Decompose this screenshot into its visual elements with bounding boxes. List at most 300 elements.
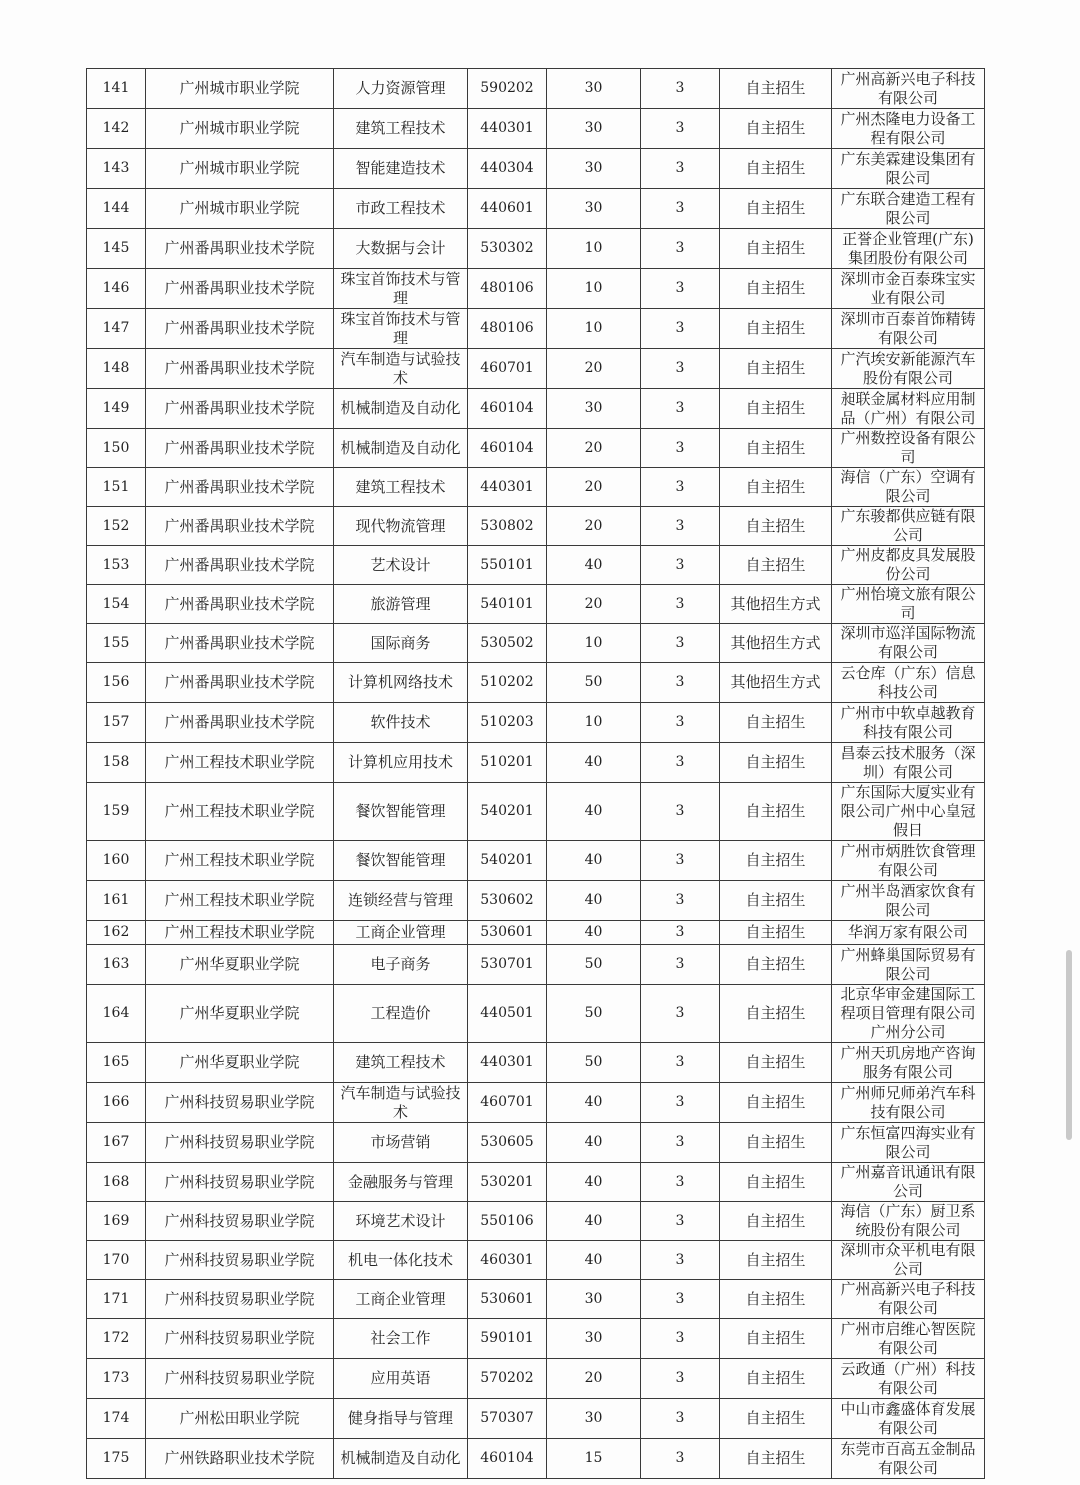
major-name-cell: 餐饮智能管理 [334,841,468,881]
major-name-cell: 珠宝首饰技术与管理 [334,269,468,309]
school-name-cell: 广州番禺职业技术学院 [146,269,334,309]
major-name-cell: 建筑工程技术 [334,109,468,149]
major-name-cell: 大数据与会计 [334,229,468,269]
admission-method-cell: 其他招生方式 [720,585,832,624]
partner-company-cell: 昌泰云技术服务（深圳）有限公司 [832,743,985,783]
table-row [87,1163,985,1202]
admission-method-cell: 自主招生 [720,1123,832,1163]
partner-company-cell: 广汽埃安新能源汽车股份有限公司 [832,349,985,389]
enrollment-count-cell: 30 [547,149,641,189]
enrollment-count-cell: 40 [547,1241,641,1280]
row-number-cell: 164 [87,985,146,1043]
enrollment-count-cell: 20 [547,1359,641,1399]
study-years-cell: 3 [641,1043,720,1083]
row-number-cell: 171 [87,1280,146,1319]
major-name-cell: 艺术设计 [334,546,468,585]
partner-company-cell: 广州数控设备有限公司 [832,429,985,468]
admission-method-cell: 自主招生 [720,468,832,507]
row-number-cell: 145 [87,229,146,269]
admission-method-cell: 自主招生 [720,1359,832,1399]
major-name-cell: 餐饮智能管理 [334,783,468,841]
enrollment-count-cell: 30 [547,189,641,229]
major-name-cell: 环境艺术设计 [334,1202,468,1241]
partner-company-cell: 云仓库（广东）信息科技公司 [832,663,985,703]
admission-method-cell: 自主招生 [720,1319,832,1359]
study-years-cell: 3 [641,1280,720,1319]
row-number-cell: 161 [87,881,146,921]
table-row [87,269,985,309]
study-years-cell: 3 [641,69,720,109]
school-name-cell: 广州松田职业学院 [146,1399,334,1439]
partner-company-cell: 正誉企业管理(广东)集团股份有限公司 [832,229,985,269]
admission-method-cell: 自主招生 [720,1280,832,1319]
major-code-cell: 530601 [468,1280,547,1319]
major-code-cell: 510203 [468,703,547,743]
row-number-cell: 147 [87,309,146,349]
school-name-cell: 广州科技贸易职业学院 [146,1123,334,1163]
study-years-cell: 3 [641,269,720,309]
school-name-cell: 广州番禺职业技术学院 [146,229,334,269]
row-number-cell: 143 [87,149,146,189]
table-row [87,309,985,349]
major-code-cell: 440301 [468,1043,547,1083]
school-name-cell: 广州科技贸易职业学院 [146,1280,334,1319]
row-number-cell: 165 [87,1043,146,1083]
major-code-cell: 530802 [468,507,547,546]
school-name-cell: 广州科技贸易职业学院 [146,1319,334,1359]
major-code-cell: 540101 [468,585,547,624]
partner-company-cell: 广州嘉音讯通讯有限公司 [832,1163,985,1202]
scrollbar[interactable] [1066,950,1072,1140]
major-name-cell: 工商企业管理 [334,921,468,945]
major-code-cell: 440601 [468,189,547,229]
enrollment-count-cell: 40 [547,841,641,881]
major-name-cell: 应用英语 [334,1359,468,1399]
admission-method-cell: 自主招生 [720,149,832,189]
enrollment-count-cell: 10 [547,703,641,743]
partner-company-cell: 广州高新兴电子科技有限公司 [832,1280,985,1319]
row-number-cell: 168 [87,1163,146,1202]
major-name-cell: 机电一体化技术 [334,1241,468,1280]
school-name-cell: 广州科技贸易职业学院 [146,1359,334,1399]
school-name-cell: 广州番禺职业技术学院 [146,585,334,624]
enrollment-count-cell: 20 [547,429,641,468]
major-code-cell: 550106 [468,1202,547,1241]
admission-method-cell: 自主招生 [720,1399,832,1439]
major-name-cell: 健身指导与管理 [334,1399,468,1439]
school-name-cell: 广州华夏职业学院 [146,985,334,1043]
table-row [87,468,985,507]
row-number-cell: 158 [87,743,146,783]
major-code-cell: 440301 [468,468,547,507]
row-number-cell: 146 [87,269,146,309]
partner-company-cell: 广州杰隆电力设备工程有限公司 [832,109,985,149]
enrollment-count-cell: 20 [547,349,641,389]
major-code-cell: 440301 [468,109,547,149]
major-code-cell: 570202 [468,1359,547,1399]
major-name-cell: 建筑工程技术 [334,468,468,507]
partner-company-cell: 广东骏都供应链有限公司 [832,507,985,546]
study-years-cell: 3 [641,1439,720,1479]
study-years-cell: 3 [641,507,720,546]
study-years-cell: 3 [641,1241,720,1280]
major-code-cell: 590202 [468,69,547,109]
row-number-cell: 159 [87,783,146,841]
major-code-cell: 460104 [468,429,547,468]
major-code-cell: 480106 [468,309,547,349]
table-row [87,703,985,743]
school-name-cell: 广州华夏职业学院 [146,1043,334,1083]
partner-company-cell: 广东恒富四海实业有限公司 [832,1123,985,1163]
study-years-cell: 3 [641,743,720,783]
school-name-cell: 广州番禺职业技术学院 [146,663,334,703]
major-name-cell: 汽车制造与试验技术 [334,349,468,389]
admission-method-cell: 其他招生方式 [720,624,832,663]
admission-method-cell: 自主招生 [720,269,832,309]
table-row [87,189,985,229]
table-row [87,507,985,546]
major-name-cell: 现代物流管理 [334,507,468,546]
school-name-cell: 广州番禺职业技术学院 [146,507,334,546]
major-code-cell: 510201 [468,743,547,783]
partner-company-cell: 华润万家有限公司 [832,921,985,945]
enrollment-count-cell: 40 [547,921,641,945]
enrollment-count-cell: 40 [547,546,641,585]
row-number-cell: 172 [87,1319,146,1359]
major-name-cell: 工商企业管理 [334,1280,468,1319]
row-number-cell: 152 [87,507,146,546]
study-years-cell: 3 [641,349,720,389]
row-number-cell: 141 [87,69,146,109]
enrollment-count-cell: 40 [547,743,641,783]
school-name-cell: 广州城市职业学院 [146,189,334,229]
school-name-cell: 广州铁路职业技术学院 [146,1439,334,1479]
partner-company-cell: 广州蜂巢国际贸易有限公司 [832,945,985,985]
enrollment-count-cell: 30 [547,389,641,429]
partner-company-cell: 中山市鑫盛体育发展有限公司 [832,1399,985,1439]
table-row [87,109,985,149]
study-years-cell: 3 [641,109,720,149]
major-code-cell: 530601 [468,921,547,945]
major-name-cell: 工程造价 [334,985,468,1043]
school-name-cell: 广州番禺职业技术学院 [146,389,334,429]
major-code-cell: 570307 [468,1399,547,1439]
school-name-cell: 广州工程技术职业学院 [146,841,334,881]
enrollment-count-cell: 20 [547,507,641,546]
major-code-cell: 540201 [468,783,547,841]
study-years-cell: 3 [641,468,720,507]
major-name-cell: 智能建造技术 [334,149,468,189]
enrollment-count-cell: 10 [547,624,641,663]
row-number-cell: 154 [87,585,146,624]
table-body [87,69,985,1479]
admission-method-cell: 自主招生 [720,985,832,1043]
row-number-cell: 157 [87,703,146,743]
study-years-cell: 3 [641,229,720,269]
study-years-cell: 3 [641,841,720,881]
table-row [87,229,985,269]
study-years-cell: 3 [641,945,720,985]
partner-company-cell: 广州半岛酒家饮食有限公司 [832,881,985,921]
table-row [87,1319,985,1359]
enrollment-count-cell: 20 [547,468,641,507]
table-row [87,1280,985,1319]
admission-method-cell: 自主招生 [720,743,832,783]
partner-company-cell: 东莞市百高五金制品有限公司 [832,1439,985,1479]
school-name-cell: 广州城市职业学院 [146,69,334,109]
enrollment-count-cell: 40 [547,881,641,921]
enrollment-count-cell: 15 [547,1439,641,1479]
major-name-cell: 建筑工程技术 [334,1043,468,1083]
major-name-cell: 电子商务 [334,945,468,985]
partner-company-cell: 广州师兄师弟汽车科技有限公司 [832,1083,985,1123]
major-code-cell: 530602 [468,881,547,921]
admission-method-cell: 自主招生 [720,1439,832,1479]
study-years-cell: 3 [641,546,720,585]
partner-company-cell: 云政通（广州）科技有限公司 [832,1359,985,1399]
admission-method-cell: 自主招生 [720,945,832,985]
school-name-cell: 广州番禺职业技术学院 [146,429,334,468]
row-number-cell: 166 [87,1083,146,1123]
major-code-cell: 480106 [468,269,547,309]
admission-method-cell: 自主招生 [720,349,832,389]
study-years-cell: 3 [641,921,720,945]
admission-method-cell: 自主招生 [720,109,832,149]
partner-company-cell: 广州市中软卓越教育科技有限公司 [832,703,985,743]
major-name-cell: 汽车制造与试验技术 [334,1083,468,1123]
admission-method-cell: 自主招生 [720,881,832,921]
major-code-cell: 460701 [468,349,547,389]
partner-company-cell: 深圳市百泰首饰精铸有限公司 [832,309,985,349]
study-years-cell: 3 [641,1319,720,1359]
enrollment-count-cell: 50 [547,1043,641,1083]
major-name-cell: 金融服务与管理 [334,1163,468,1202]
row-number-cell: 167 [87,1123,146,1163]
admission-method-cell: 自主招生 [720,429,832,468]
table-row [87,1439,985,1479]
partner-company-cell: 广东美霖建设集团有限公司 [832,149,985,189]
school-name-cell: 广州番禺职业技术学院 [146,349,334,389]
enrollment-count-cell: 30 [547,1319,641,1359]
partner-company-cell: 广州皮都皮具发展股份公司 [832,546,985,585]
row-number-cell: 144 [87,189,146,229]
admission-method-cell: 自主招生 [720,1202,832,1241]
admission-method-cell: 自主招生 [720,189,832,229]
study-years-cell: 3 [641,1123,720,1163]
table-row [87,945,985,985]
study-years-cell: 3 [641,703,720,743]
major-code-cell: 510202 [468,663,547,703]
study-years-cell: 3 [641,309,720,349]
major-code-cell: 530605 [468,1123,547,1163]
table-row [87,546,985,585]
admission-method-cell: 自主招生 [720,783,832,841]
major-code-cell: 460701 [468,1083,547,1123]
major-name-cell: 软件技术 [334,703,468,743]
study-years-cell: 3 [641,1083,720,1123]
study-years-cell: 3 [641,585,720,624]
row-number-cell: 162 [87,921,146,945]
table-row [87,1123,985,1163]
admission-method-cell: 其他招生方式 [720,663,832,703]
partner-company-cell: 深圳市众平机电有限公司 [832,1241,985,1280]
row-number-cell: 163 [87,945,146,985]
enrollment-count-cell: 10 [547,309,641,349]
school-name-cell: 广州番禺职业技术学院 [146,309,334,349]
enrollment-count-cell: 10 [547,229,641,269]
enrollment-count-cell: 40 [547,1202,641,1241]
table-row [87,149,985,189]
enrollment-count-cell: 40 [547,1083,641,1123]
study-years-cell: 3 [641,1163,720,1202]
partner-company-cell: 昶联金属材料应用制品（广州）有限公司 [832,389,985,429]
table-row [87,985,985,1043]
partner-company-cell: 北京华审金建国际工程项目管理有限公司广州分公司 [832,985,985,1043]
table-row [87,349,985,389]
admission-method-cell: 自主招生 [720,1083,832,1123]
major-code-cell: 530502 [468,624,547,663]
school-name-cell: 广州科技贸易职业学院 [146,1083,334,1123]
row-number-cell: 169 [87,1202,146,1241]
study-years-cell: 3 [641,783,720,841]
partner-company-cell: 广东联合建造工程有限公司 [832,189,985,229]
study-years-cell: 3 [641,389,720,429]
row-number-cell: 150 [87,429,146,468]
table-row [87,429,985,468]
admission-method-cell: 自主招生 [720,841,832,881]
school-name-cell: 广州番禺职业技术学院 [146,703,334,743]
table-row [87,663,985,703]
major-name-cell: 珠宝首饰技术与管理 [334,309,468,349]
partner-company-cell: 广州市炳胜饮食管理有限公司 [832,841,985,881]
table-row [87,1359,985,1399]
major-name-cell: 机械制造及自动化 [334,1439,468,1479]
partner-company-cell: 广东国际大厦实业有限公司广州中心皇冠假日 [832,783,985,841]
school-name-cell: 广州科技贸易职业学院 [146,1202,334,1241]
partner-company-cell: 海信（广东）空调有限公司 [832,468,985,507]
major-code-cell: 440304 [468,149,547,189]
table-row [87,1399,985,1439]
major-code-cell: 460104 [468,389,547,429]
admission-method-cell: 自主招生 [720,1043,832,1083]
major-code-cell: 530201 [468,1163,547,1202]
row-number-cell: 149 [87,389,146,429]
row-number-cell: 153 [87,546,146,585]
school-name-cell: 广州科技贸易职业学院 [146,1163,334,1202]
enrollment-count-cell: 50 [547,945,641,985]
school-name-cell: 广州城市职业学院 [146,109,334,149]
major-name-cell: 机械制造及自动化 [334,389,468,429]
table-row [87,841,985,881]
row-number-cell: 148 [87,349,146,389]
major-name-cell: 市政工程技术 [334,189,468,229]
admission-method-cell: 自主招生 [720,309,832,349]
admission-method-cell: 自主招生 [720,69,832,109]
enrollment-count-cell: 10 [547,269,641,309]
major-name-cell: 国际商务 [334,624,468,663]
table-row [87,1202,985,1241]
enrollment-count-cell: 40 [547,1123,641,1163]
major-code-cell: 460104 [468,1439,547,1479]
study-years-cell: 3 [641,985,720,1043]
major-code-cell: 460301 [468,1241,547,1280]
row-number-cell: 175 [87,1439,146,1479]
major-name-cell: 计算机应用技术 [334,743,468,783]
major-code-cell: 530701 [468,945,547,985]
row-number-cell: 155 [87,624,146,663]
study-years-cell: 3 [641,624,720,663]
partner-company-cell: 广州市启维心智医院有限公司 [832,1319,985,1359]
school-name-cell: 广州工程技术职业学院 [146,881,334,921]
study-years-cell: 3 [641,1399,720,1439]
study-years-cell: 3 [641,881,720,921]
admission-method-cell: 自主招生 [720,507,832,546]
major-name-cell: 计算机网络技术 [334,663,468,703]
admission-method-cell: 自主招生 [720,546,832,585]
school-name-cell: 广州科技贸易职业学院 [146,1241,334,1280]
enrollment-table [86,68,985,1479]
table-row [87,1241,985,1280]
admission-method-cell: 自主招生 [720,389,832,429]
enrollment-count-cell: 50 [547,985,641,1043]
study-years-cell: 3 [641,149,720,189]
table-row [87,881,985,921]
partner-company-cell: 深圳市巡洋国际物流有限公司 [832,624,985,663]
row-number-cell: 174 [87,1399,146,1439]
study-years-cell: 3 [641,429,720,468]
enrollment-count-cell: 30 [547,69,641,109]
table-row [87,921,985,945]
admission-method-cell: 自主招生 [720,229,832,269]
major-name-cell: 社会工作 [334,1319,468,1359]
enrollment-count-cell: 30 [547,1280,641,1319]
admission-method-cell: 自主招生 [720,703,832,743]
school-name-cell: 广州番禺职业技术学院 [146,468,334,507]
school-name-cell: 广州华夏职业学院 [146,945,334,985]
enrollment-count-cell: 30 [547,1399,641,1439]
table-row [87,783,985,841]
major-name-cell: 旅游管理 [334,585,468,624]
row-number-cell: 160 [87,841,146,881]
school-name-cell: 广州番禺职业技术学院 [146,546,334,585]
row-number-cell: 151 [87,468,146,507]
major-name-cell: 连锁经营与管理 [334,881,468,921]
admission-method-cell: 自主招生 [720,1163,832,1202]
major-code-cell: 540201 [468,841,547,881]
table-row [87,389,985,429]
major-name-cell: 市场营销 [334,1123,468,1163]
row-number-cell: 156 [87,663,146,703]
table-row [87,624,985,663]
table-row [87,743,985,783]
table-row [87,69,985,109]
school-name-cell: 广州工程技术职业学院 [146,743,334,783]
enrollment-count-cell: 40 [547,1163,641,1202]
study-years-cell: 3 [641,663,720,703]
school-name-cell: 广州工程技术职业学院 [146,783,334,841]
major-code-cell: 590101 [468,1319,547,1359]
admission-method-cell: 自主招生 [720,921,832,945]
school-name-cell: 广州番禺职业技术学院 [146,624,334,663]
school-name-cell: 广州工程技术职业学院 [146,921,334,945]
major-code-cell: 550101 [468,546,547,585]
study-years-cell: 3 [641,1202,720,1241]
table-row [87,585,985,624]
major-code-cell: 530302 [468,229,547,269]
enrollment-count-cell: 30 [547,109,641,149]
school-name-cell: 广州城市职业学院 [146,149,334,189]
major-code-cell: 440501 [468,985,547,1043]
